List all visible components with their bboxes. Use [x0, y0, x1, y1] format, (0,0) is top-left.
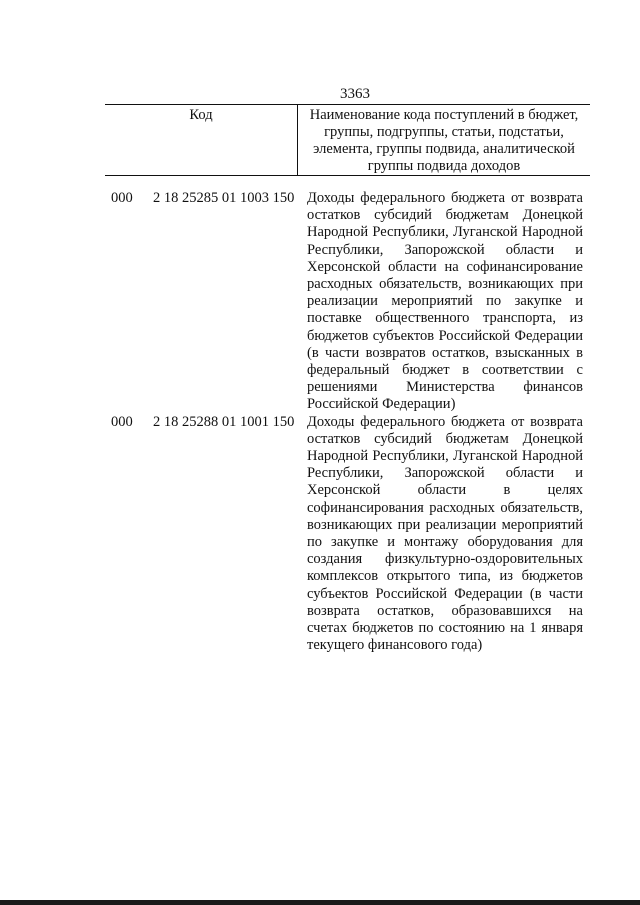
row-income-code: 2 18 25288 01 1001 150 — [153, 413, 295, 430]
row-description: Доходы федерального бюджета от возврата остатков субсидий бюджетам Донецкой Народной Республики, Луганской Народной Республики, Запорожской области и Херсонской области на софинансирование расходных обязательств, возникающих при реализации мероприятий по закупке и поставке общественного транспорта, из бюджетов субъектов Российской Федерации (в части возвратов остатков, взысканных в федеральный бюджет в соответствии с решениями Министерства финансов Российской Федерации) — [307, 190, 583, 413]
table-header — [105, 104, 590, 176]
row-admin-code: 000 — [111, 413, 133, 430]
row-admin-code: 000 — [111, 190, 133, 206]
header-code-column: Код — [105, 105, 298, 175]
row-description: Доходы федерального бюджета от возврата остатков субсидий бюджетам Донецкой Народной Республики, Луганской Народной Республики, Запорожской области и Херсонской области в целях софинансирования расходных обязательств, возникающих при реализации мероприятий по закупке и монтажу оборудования для создания физкультурно-оздоровительных комплексов открытого типа, из бюджетов субъектов Российской Федерации (в части возврата остатков, образовавшихся на счетах бюджетов по состоянию на 1 января текущего финансового года) — [307, 413, 583, 654]
row-income-code: 2 18 25285 01 1003 150 — [153, 190, 295, 206]
table-row — [0, 190, 640, 414]
table-body — [0, 190, 640, 654]
table-row — [0, 414, 640, 655]
scan-edge — [0, 900, 640, 905]
header-name-column: Наименование кода поступлений в бюджет, группы, подгруппы, статьи, подстатьи, элемента, группы подвида, аналитической группы подвида доходов — [309, 107, 579, 174]
page-number: 3363 — [340, 86, 370, 102]
